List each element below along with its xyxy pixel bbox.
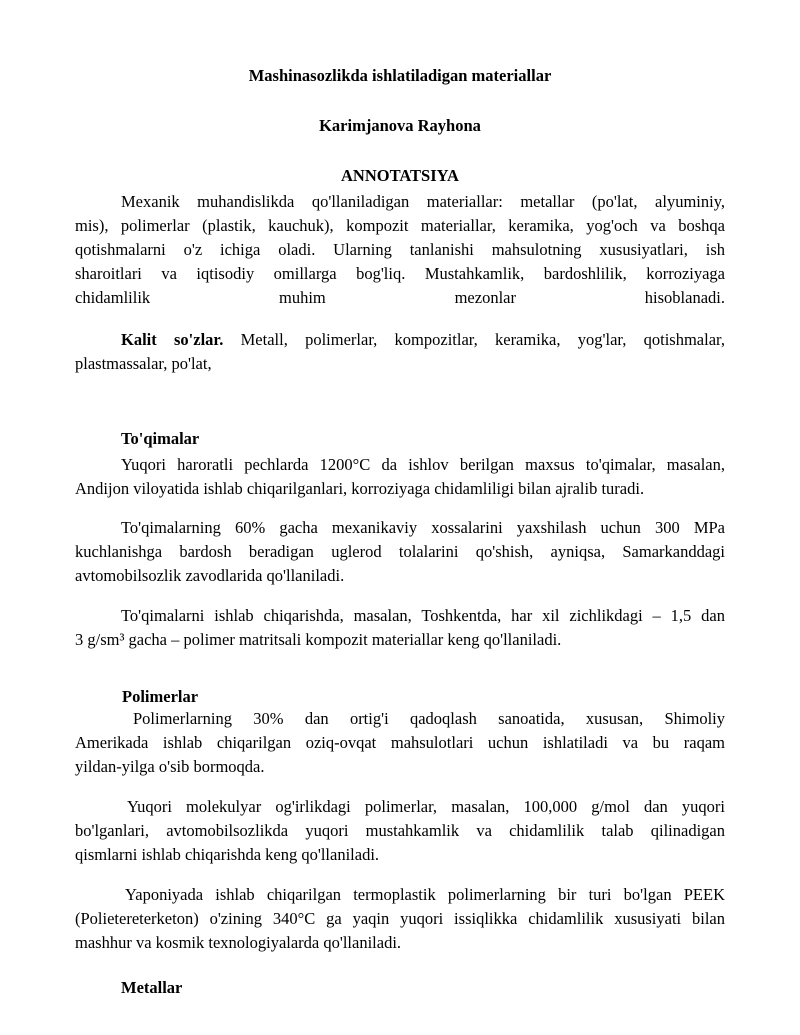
section-heading-polimerlar: Polimerlar: [122, 687, 199, 706]
paragraph-line: Yuqori molekulyar og'irlikdagi polimerlar, masalan, 100,000 g/mol dan yuqori: [127, 797, 725, 816]
polimerlar-paragraph-2: [75, 795, 725, 867]
keywords-text: Metall, polimerlar, kompozitlar, keramika, yog'lar, qotishmalar,: [240, 330, 725, 349]
keywords-label: Kalit so'zlar.: [121, 330, 224, 349]
author-name: Karimjanova Rayhona: [319, 116, 481, 135]
abstract-line: Mexanik muhandislikda qo'llaniladigan materiallar: metallar (po'lat, alyuminiy,: [121, 192, 725, 211]
toqimalar-paragraph-2: [75, 516, 725, 588]
abstract-line: chidamlilik muhim mezonlar hisoblanadi.: [75, 288, 725, 307]
abstract-line: mis), polimerlar (plastik, kauchuk), kompozit materiallar, keramika, yog'och va boshqa: [75, 216, 725, 235]
toqimalar-paragraph-1: [75, 453, 725, 501]
paragraph-line: Yuqori haroratli pechlarda 1200°C da ishlov berilgan maxsus to'qimalar, masalan,: [121, 455, 725, 474]
paragraph-line: Amerikada ishlab chiqarilgan oziq-ovqat mahsulotlari uchun ishlatiladi va bu raqam: [75, 733, 725, 752]
keywords-line: plastmassalar, po'lat,: [75, 354, 212, 373]
document-title: Mashinasozlikda ishlatiladigan materiallar: [248, 66, 552, 85]
paragraph-line: bo'lganlari, avtomobilsozlikda yuqori mustahkamlik va chidamlilik talab qilinadigan: [75, 821, 725, 840]
paragraph-line: qismlarni ishlab chiqarishda keng qo'llaniladi.: [75, 845, 380, 864]
paragraph-line: 3 g/sm³ gacha – polimer matritsali kompozit materiallar keng qo'llaniladi.: [75, 630, 562, 649]
abstract-paragraph: [75, 190, 725, 310]
paragraph-line: Polimerlarning 30% dan ortig'i qadoqlash sanoatida, xususan, Shimoliy: [133, 709, 725, 728]
abstract-heading: ANNOTATSIYA: [341, 166, 459, 185]
keywords-paragraph: [75, 328, 725, 376]
toqimalar-paragraph-3: [75, 604, 725, 652]
paragraph-line: (Polietereterketon) o'zining 340°C ga yaqin yuqori issiqlikka chidamlilik xususiyati bilan: [75, 909, 725, 928]
section-heading-toqimalar: To'qimalar: [121, 429, 200, 448]
paragraph-line: To'qimalarni ishlab chiqarishda, masalan, Toshkentda, har xil zichlikdagi – 1,5 dan: [121, 606, 725, 625]
paragraph-line: kuchlanishga bardosh beradigan uglerod tolalarini qo'shish, ayniqsa, Samarkanddagi: [75, 542, 725, 561]
paragraph-line: avtomobilsozlik zavodlarida qo'llaniladi.: [75, 566, 345, 585]
section-heading-metallar: Metallar: [121, 978, 183, 997]
polimerlar-paragraph-3: [75, 883, 725, 955]
paragraph-line: Yaponiyada ishlab chiqarilgan termoplastik polimerlarning bir turi bo'lgan PEEK: [125, 885, 725, 904]
keywords-line: [75, 328, 725, 352]
paragraph-line: yildan-yilga o'sib bormoqda.: [75, 757, 265, 776]
paragraph-line: mashhur va kosmik texnologiyalarda qo'llaniladi.: [75, 933, 402, 952]
polimerlar-paragraph-1: [75, 707, 725, 779]
abstract-line: sharoitlari va iqtisodiy omillarga bog'liq. Mustahkamlik, bardoshlilik, korroziyaga: [75, 264, 725, 283]
abstract-line: qotishmalarni o'z ichiga oladi. Ularning tanlanishi mahsulotning xususiyatlari, ish: [75, 240, 725, 259]
paragraph-line: To'qimalarning 60% gacha mexanikaviy xossalarini yaxshilash uchun 300 MPa: [121, 518, 725, 537]
paragraph-line: Andijon viloyatida ishlab chiqarilganlari, korroziyaga chidamliligi bilan ajralib turadi.: [75, 479, 645, 498]
